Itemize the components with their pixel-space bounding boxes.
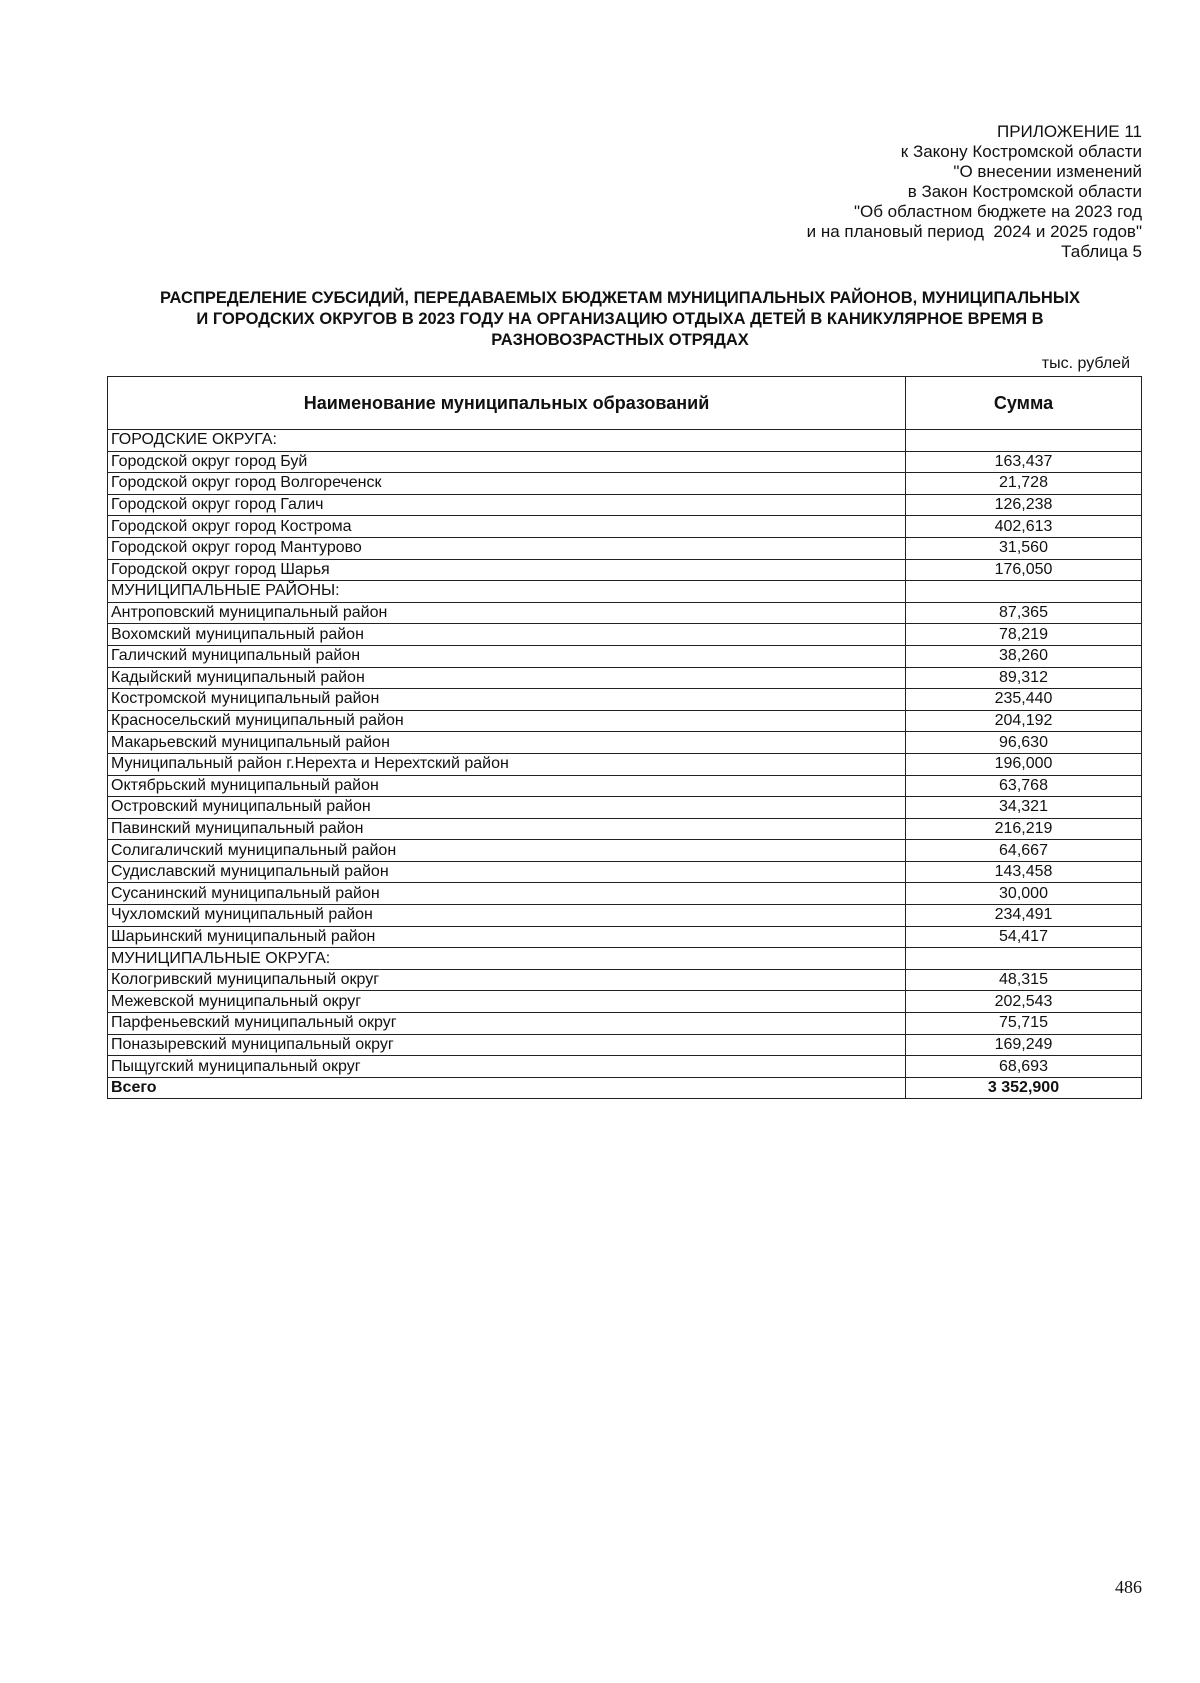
table-row	[108, 710, 1142, 732]
subsidy-sum	[906, 430, 1142, 452]
total-row	[108, 1077, 1142, 1099]
title-line: РАЗНОВОЗРАСТНЫХ ОТРЯДАХ	[491, 331, 749, 349]
municipality-name: Павинский муниципальный район	[108, 818, 906, 840]
table-row	[108, 926, 1142, 948]
table-row	[108, 1056, 1142, 1078]
table-row	[108, 624, 1142, 646]
subsidy-sum: 54,417	[906, 926, 1142, 948]
municipality-name: Поназыревский муниципальный округ	[108, 1034, 906, 1056]
municipality-name: Октябрьский муниципальный район	[108, 775, 906, 797]
municipality-name: Городской округ город Буй	[108, 451, 906, 473]
table-row	[108, 991, 1142, 1013]
municipality-name: МУНИЦИПАЛЬНЫЕ РАЙОНЫ:	[108, 581, 906, 603]
appendix-header	[807, 122, 1142, 262]
municipality-name: Красносельский муниципальный район	[108, 710, 906, 732]
municipality-name: Городской округ город Волгореченск	[108, 473, 906, 495]
total-sum: 3 352,900	[906, 1077, 1142, 1099]
table-row	[108, 667, 1142, 689]
municipality-name: Галичский муниципальный район	[108, 645, 906, 667]
subsidy-sum: 78,219	[906, 624, 1142, 646]
municipality-name: Вохомский муниципальный район	[108, 624, 906, 646]
municipality-name: МУНИЦИПАЛЬНЫЕ ОКРУГА:	[108, 948, 906, 970]
municipality-name: Парфеньевский муниципальный округ	[108, 1013, 906, 1035]
municipality-name: Кадыйский муниципальный район	[108, 667, 906, 689]
subsidy-sum: 402,613	[906, 516, 1142, 538]
municipality-name: Чухломский муниципальный район	[108, 905, 906, 927]
header-line: к Закону Костромской области	[900, 142, 1142, 161]
subsidy-sum: 30,000	[906, 883, 1142, 905]
table-row	[108, 581, 1142, 603]
header-line: в Закон Костромской области	[907, 182, 1142, 201]
municipality-name: Судиславский муниципальный район	[108, 861, 906, 883]
municipality-name: Муниципальный район г.Нерехта и Нерехтский район	[108, 753, 906, 775]
subsidy-sum: 143,458	[906, 861, 1142, 883]
municipality-name: Городской округ город Галич	[108, 494, 906, 516]
subsidy-sum: 176,050	[906, 559, 1142, 581]
subsidy-table	[107, 376, 1142, 1099]
table-row	[108, 559, 1142, 581]
table-number: Таблица 5	[1061, 242, 1142, 261]
header-line: "О внесении изменений	[953, 162, 1142, 181]
table-row	[108, 948, 1142, 970]
municipality-name: Городской округ город Мантурово	[108, 537, 906, 559]
table-row	[108, 905, 1142, 927]
municipality-name: Городской округ город Кострома	[108, 516, 906, 538]
table-header-row	[108, 377, 1142, 430]
table-row	[108, 753, 1142, 775]
subsidy-sum	[906, 581, 1142, 603]
table-row	[108, 451, 1142, 473]
document-title	[100, 288, 1140, 351]
municipality-name: Пыщугский муниципальный округ	[108, 1056, 906, 1078]
subsidy-sum: 235,440	[906, 689, 1142, 711]
total-label: Всего	[108, 1077, 906, 1099]
table-row	[108, 861, 1142, 883]
subsidy-sum	[906, 948, 1142, 970]
subsidy-sum: 202,543	[906, 991, 1142, 1013]
subsidy-sum: 89,312	[906, 667, 1142, 689]
municipality-name: Шарьинский муниципальный район	[108, 926, 906, 948]
table-row	[108, 689, 1142, 711]
table-row	[108, 818, 1142, 840]
table-body	[108, 430, 1142, 1099]
table-row	[108, 537, 1142, 559]
table-row	[108, 1013, 1142, 1035]
municipality-name: ГОРОДСКИЕ ОКРУГА:	[108, 430, 906, 452]
subsidy-sum: 63,768	[906, 775, 1142, 797]
table-row	[108, 494, 1142, 516]
page-number: 486	[1115, 1577, 1142, 1597]
table-row	[108, 430, 1142, 452]
table-row	[108, 1034, 1142, 1056]
subsidy-sum: 196,000	[906, 753, 1142, 775]
title-line: РАСПРЕДЕЛЕНИЕ СУБСИДИЙ, ПЕРЕДАВАЕМЫХ БЮДЖЕТАМ МУНИЦИПАЛЬНЫХ РАЙОНОВ, МУНИЦИПАЛЬНЫХ	[160, 289, 1080, 307]
subsidy-sum: 31,560	[906, 537, 1142, 559]
header-line: "Об областном бюджете на 2023 год	[853, 202, 1142, 221]
table-row	[108, 602, 1142, 624]
municipality-name: Островский муниципальный район	[108, 797, 906, 819]
table-row	[108, 775, 1142, 797]
subsidy-sum: 126,238	[906, 494, 1142, 516]
table-row	[108, 969, 1142, 991]
subsidy-sum: 87,365	[906, 602, 1142, 624]
subsidy-sum: 64,667	[906, 840, 1142, 862]
table-row	[108, 840, 1142, 862]
municipality-name: Костромской муниципальный район	[108, 689, 906, 711]
header-line: ПРИЛОЖЕНИЕ 11	[996, 122, 1142, 141]
table-row	[108, 516, 1142, 538]
municipality-name: Городской округ город Шарья	[108, 559, 906, 581]
municipality-name: Антроповский муниципальный район	[108, 602, 906, 624]
table-row	[108, 645, 1142, 667]
table-row	[108, 732, 1142, 754]
municipality-name: Макарьевский муниципальный район	[108, 732, 906, 754]
table-row	[108, 797, 1142, 819]
subsidy-sum: 38,260	[906, 645, 1142, 667]
column-header-name: Наименование муниципальных образований	[108, 377, 906, 430]
table-row	[108, 473, 1142, 495]
header-line: и на плановый период 2024 и 2025 годов"	[806, 222, 1142, 241]
subsidy-sum: 96,630	[906, 732, 1142, 754]
municipality-name: Сусанинский муниципальный район	[108, 883, 906, 905]
subsidy-sum: 234,491	[906, 905, 1142, 927]
units-label: тыс. рублей	[1041, 355, 1130, 372]
subsidy-sum: 21,728	[906, 473, 1142, 495]
table-row	[108, 883, 1142, 905]
subsidy-sum: 216,219	[906, 818, 1142, 840]
subsidy-sum: 48,315	[906, 969, 1142, 991]
municipality-name: Кологривский муниципальный округ	[108, 969, 906, 991]
column-header-sum: Сумма	[906, 377, 1142, 430]
subsidy-sum: 169,249	[906, 1034, 1142, 1056]
title-line: И ГОРОДСКИХ ОКРУГОВ В 2023 ГОДУ НА ОРГАНИЗАЦИЮ ОТДЫХА ДЕТЕЙ В КАНИКУЛЯРНОЕ ВРЕМЯ В	[196, 310, 1044, 328]
municipality-name: Солигаличский муниципальный район	[108, 840, 906, 862]
subsidy-sum: 204,192	[906, 710, 1142, 732]
subsidy-sum: 34,321	[906, 797, 1142, 819]
subsidy-sum: 163,437	[906, 451, 1142, 473]
municipality-name: Межевской муниципальный округ	[108, 991, 906, 1013]
subsidy-sum: 68,693	[906, 1056, 1142, 1078]
subsidy-sum: 75,715	[906, 1013, 1142, 1035]
